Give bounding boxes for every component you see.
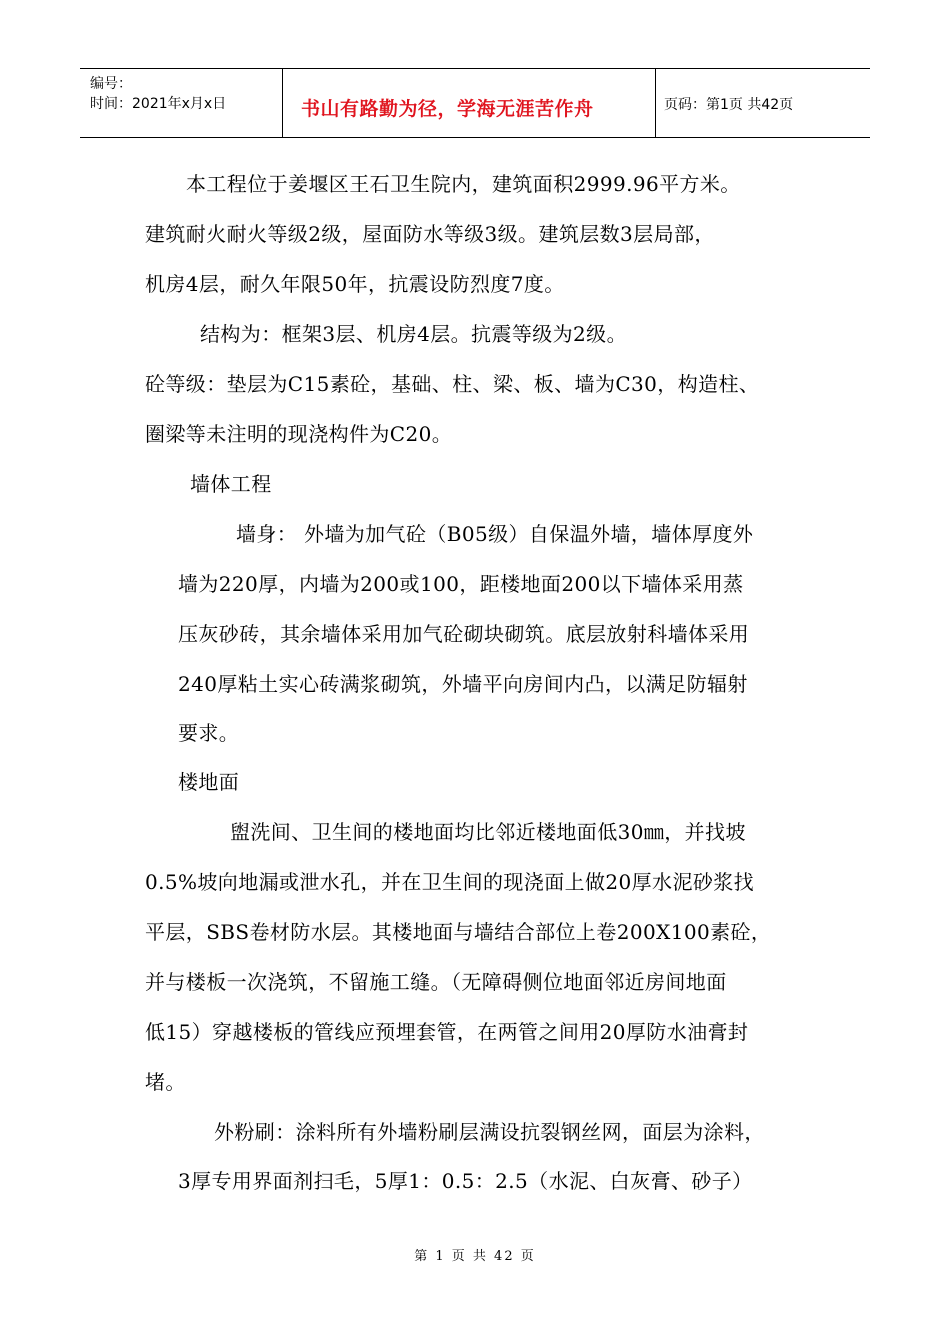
header-motto-cell (283, 69, 656, 137)
body-line: 并与楼板一次浇筑，不留施工缝。（无障碍侧位地面邻近房间地面 (145, 970, 727, 994)
page-header (80, 68, 870, 138)
document-time: 时间：2021年x月x日 (90, 96, 227, 112)
body-line: 堵。 (145, 1070, 186, 1094)
section-heading: 墙体工程 (190, 472, 272, 496)
body-line: 盥洗间、卫生间的楼地面均比邻近楼地面低30㎜，并找坡 (230, 820, 746, 844)
document-number: 编号： (90, 76, 132, 92)
page-footer: 第 1 页 共 42 页 (414, 1249, 536, 1264)
body-line: 0.5%坡向地漏或泄水孔，并在卫生间的现浇面上做20厚水泥砂浆找 (145, 870, 755, 894)
body-line: 砼等级：垫层为C15素砼，基础、柱、梁、板、墙为C30，构造柱、 (145, 372, 760, 396)
header-page-cell (656, 69, 870, 137)
body-line: 要求。 (178, 721, 240, 745)
body-line: 建筑耐火耐火等级2级，屋面防水等级3级。建筑层数3层局部， (145, 222, 715, 246)
section-heading: 楼地面 (178, 770, 240, 794)
body-line: 低15）穿越楼板的管线应预埋套管，在两管之间用20厚防水油膏封 (145, 1020, 749, 1044)
page-indicator: 页码：第1页 共42页 (664, 97, 794, 113)
header-meta-cell (80, 69, 283, 137)
body-line: 结构为：框架3层、机房4层。抗震等级为2级。 (200, 322, 627, 346)
body-line: 墙身： 外墙为加气砼（B05级）自保温外墙，墙体厚度外 (236, 522, 754, 546)
body-line: 圈梁等未注明的现浇构件为C20。 (145, 422, 453, 446)
body-line: 墙为220厚，内墙为200或100，距楼地面200以下墙体采用蒸 (178, 572, 744, 596)
body-line: 压灰砂砖，其余墙体采用加气砼砌块砌筑。底层放射科墙体采用 (178, 622, 750, 646)
body-line: 240厚粘土实心砖满浆砌筑，外墙平向房间内凸，以满足防辐射 (178, 672, 748, 696)
body-line: 机房4层，耐久年限50年，抗震设防烈度7度。 (145, 272, 565, 296)
body-line: 本工程位于姜堰区王石卫生院内，建筑面积2999.96平方米。 (186, 172, 741, 196)
motto-text: 书山有路勤为径，学海无涯苦作舟 (301, 98, 594, 120)
body-line: 3厚专用界面剂扫毛，5厚1：0.5：2.5（水泥、白灰膏、砂子） (178, 1169, 753, 1193)
body-line: 平层，SBS卷材防水层。其楼地面与墙结合部位上卷200X100素砼， (145, 920, 772, 944)
body-line: 外粉刷：涂料所有外墙粉刷层满设抗裂钢丝网，面层为涂料， (214, 1120, 765, 1144)
